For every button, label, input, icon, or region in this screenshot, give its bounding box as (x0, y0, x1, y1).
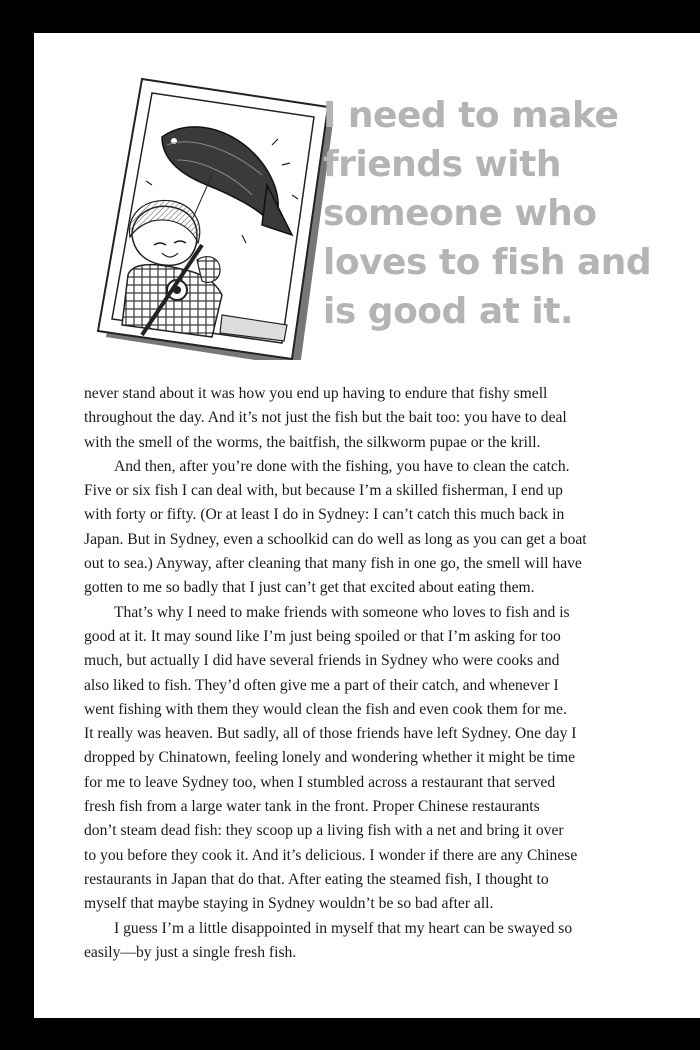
text-line: went fishing with them they would clean the fish and even cook them for me. (84, 700, 567, 718)
text-line: throughout the day. And it’s not just the fish but the bait too: you have to deal (84, 409, 567, 427)
text-line: And then, after you’re done with the fishing, you have to clean the catch. (114, 457, 570, 475)
text-line: myself that maybe staying in Sydney wouldn’t be so bad after all. (84, 895, 494, 913)
text-line: gotten to me so badly that I just can’t get that excited about eating them. (84, 579, 535, 597)
pull-quote-line: friends with (323, 144, 561, 185)
text-line: I guess I’m a little disappointed in myself that my heart can be swayed so (114, 919, 573, 937)
text-line: don’t steam dead fish: they scoop up a living fish with a net and bring it over (84, 822, 564, 840)
text-line: Japan. But in Sydney, even a schoolkid can do well as long as you can get a boat (84, 530, 587, 548)
fishing-illustration (92, 75, 332, 360)
text-line: never stand about it was how you end up having to endure that fishy smell (84, 385, 548, 402)
book-page (34, 33, 700, 1018)
text-line: out to sea.) Anyway, after cleaning that many fish in one go, the smell will have (84, 555, 582, 573)
text-line: That’s why I need to make friends with someone who loves to fish and is (114, 603, 570, 621)
pull-quote (323, 91, 693, 336)
text-line: restaurants in Japan that do that. After eating the steamed fish, I thought to (84, 870, 549, 888)
body-text (84, 382, 644, 965)
text-line: for me to leave Sydney too, when I stumbled across a restaurant that served (84, 773, 556, 791)
pull-quote-line: someone who (323, 193, 597, 234)
text-line: with forty or fifty. (Or at least I do in Sydney: I can’t catch this much back in (84, 506, 565, 524)
text-line: dropped by Chinatown, feeling lonely and wondering whether it might be time (84, 749, 576, 767)
text-line: easily—by just a single fresh fish. (84, 943, 297, 961)
text-line: fresh fish from a large water tank in the front. Proper Chinese restaurants (84, 798, 540, 816)
text-line: It really was heaven. But sadly, all of those friends have left Sydney. One day I (84, 725, 577, 743)
pull-quote-line: is good at it. (323, 291, 574, 332)
text-line: with the smell of the worms, the baitfish, the silkworm pupae or the krill. (84, 433, 541, 451)
text-line: much, but actually I did have several friends in Sydney who were cooks and (84, 652, 560, 670)
pull-quote-line: loves to fish and (323, 242, 652, 283)
text-line: good at it. It may sound like I’m just being spoiled or that I’m asking for too (84, 627, 561, 645)
text-line: to you before they cook it. And it’s delicious. I wonder if there are any Chinese (84, 846, 578, 864)
text-line: Five or six fish I can deal with, but because I’m a skilled fisherman, I end up (84, 482, 563, 500)
pull-quote-line: I need to make (323, 95, 619, 136)
text-line: also liked to fish. They’d often give me a part of their catch, and whenever I (84, 676, 559, 694)
